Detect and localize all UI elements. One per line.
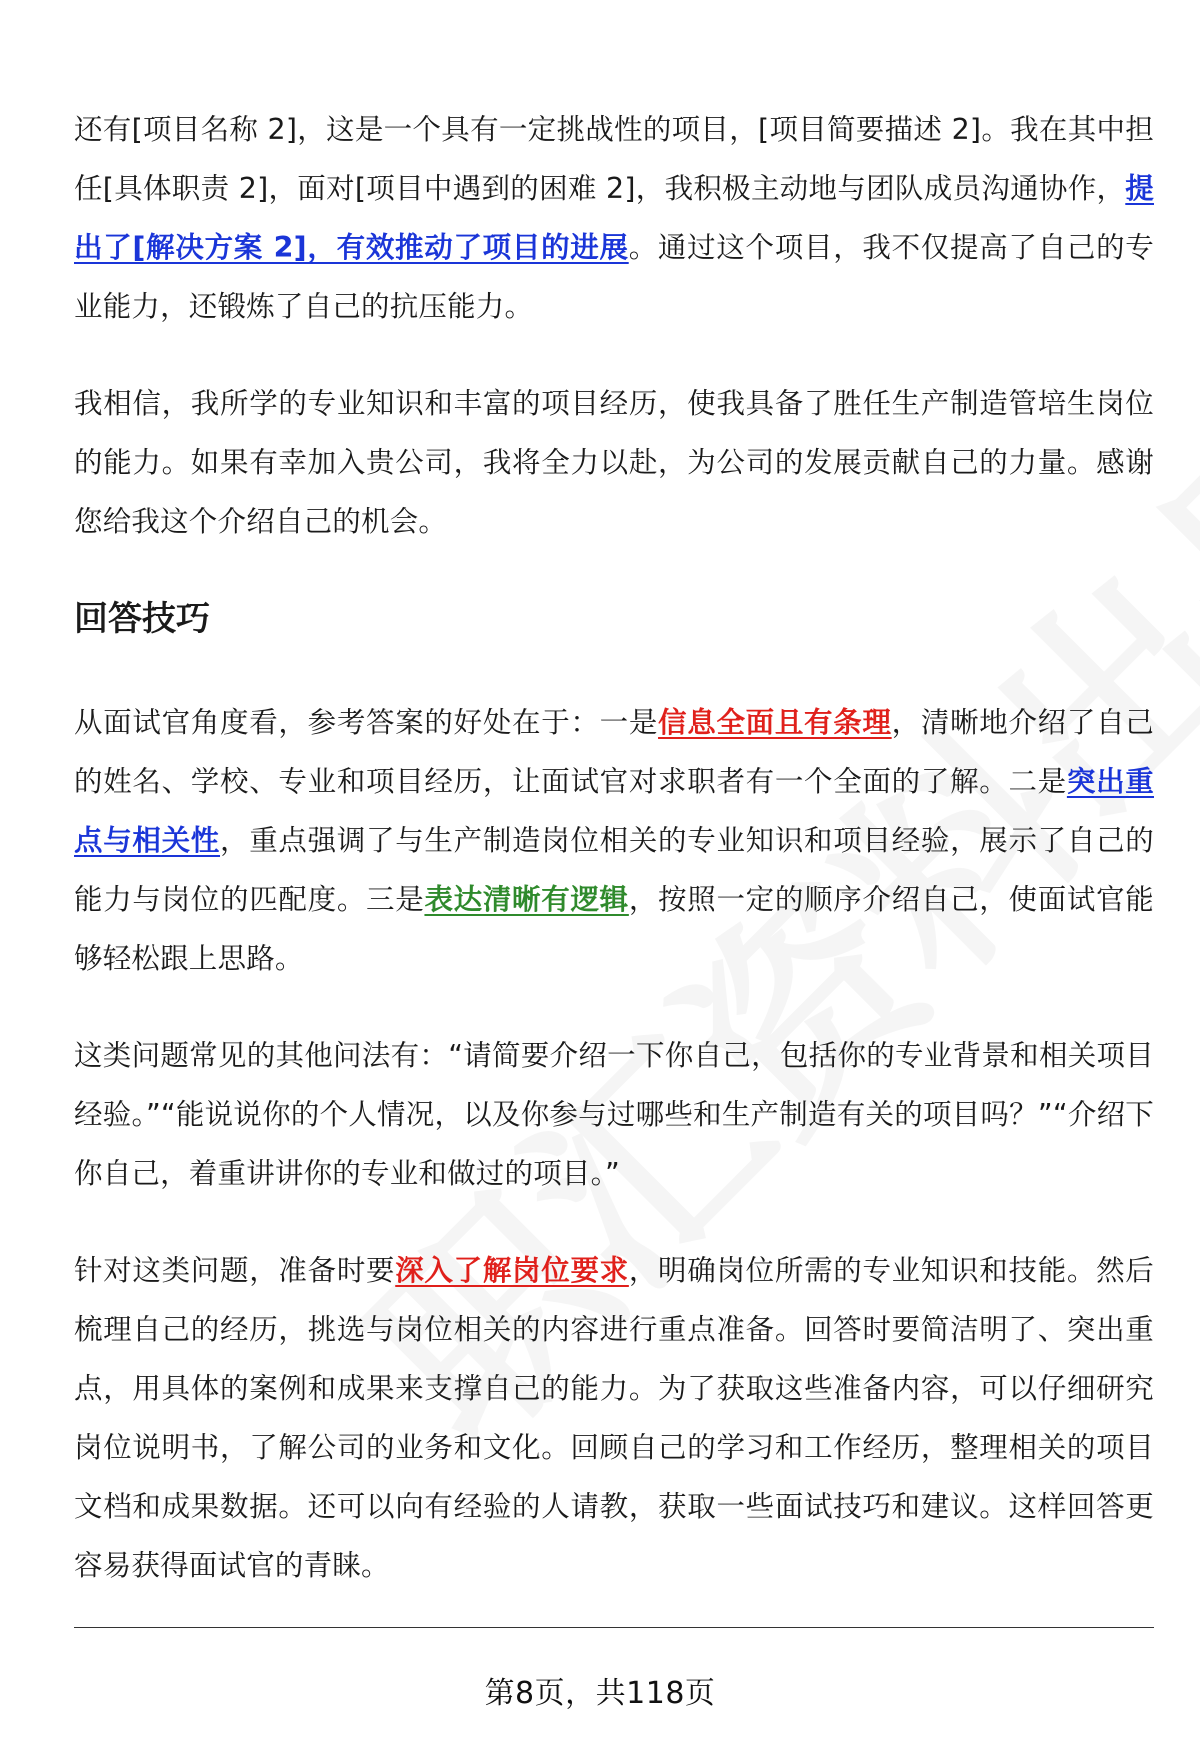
section-heading: 回答技巧 (74, 599, 210, 639)
text-segment: 这类问题常见的其他问法有：“请简要介绍一下你自己，包括你的专业背景和相关项目经验。”“能说说你的个人情况，以及你参与过哪些和生产制造有关的项目吗？”“介绍下你自己，着重讲讲你的专业和做过的项目。” (74, 1039, 1154, 1190)
paragraph-alternative-questions (74, 1026, 1154, 1203)
paragraph-project-2 (74, 100, 1154, 336)
text-segment: ，明确岗位所需的专业知识和技能。然后梳理自己的经历，挑选与岗位相关的内容进行重点准备。回答时要简洁明了、突出重点，用具体的案例和成果来支撑自己的能力。为了获取这些准备内容，可以仔细研究岗位说明书，了解公司的业务和文化。回顾自己的学习和工作经历，整理相关的项目文档和成果数据。还可以向有经验的人请教，获取一些面试技巧和建议。这样回答更容易获得面试官的青睐。 (74, 1254, 1154, 1582)
highlight-blue: 提出了[解决方案 2]，有效推动了项目的进展 (74, 172, 1154, 264)
highlight-red: 深入了解岗位要求 (395, 1254, 629, 1287)
text-segment: ，按照一定的顺序介绍自己，使面试官能够轻松跟上思路。 (74, 883, 1154, 975)
document-body (74, 100, 1154, 1633)
text-segment: ，清晰地介绍了自己的姓名、学校、专业和项目经历，让面试官对求职者有一个全面的了解。二是 (74, 706, 1154, 798)
text-segment: 从面试官角度看，参考答案的好处在于：一是 (74, 706, 659, 739)
text-segment: 我相信，我所学的专业知识和丰富的项目经历，使我具备了胜任生产制造管培生岗位的能力。如果有幸加入贵公司，我将全力以赴，为公司的发展贡献自己的力量。感谢您给我这个介绍自己的机会。 (74, 387, 1154, 538)
text-segment: 。通过这个项目，我不仅提高了自己的专业能力，还锻炼了自己的抗压能力。 (74, 231, 1154, 323)
page-number: 第8页，共118页 (484, 1676, 716, 1711)
highlight-red: 信息全面且有条理 (658, 706, 892, 739)
footer-divider (74, 1627, 1154, 1628)
paragraph-closing (74, 374, 1154, 551)
paragraphs-bottom (74, 693, 1154, 1595)
text-segment: 还有[项目名称 2]，这是一个具有一定挑战性的项目，[项目简要描述 2]。我在其中担任[具体职责 2]，面对[项目中遇到的困难 2]，我积极主动地与团队成员沟通协作， (74, 113, 1154, 205)
paragraphs-top (74, 100, 1154, 551)
text-segment: 针对这类问题，准备时要 (74, 1254, 396, 1287)
paragraph-preparation-tips (74, 1241, 1154, 1595)
highlight-green: 表达清晰有逻辑 (424, 883, 629, 916)
highlight-blue: 突出重点与相关性 (74, 765, 1154, 857)
paragraph-interviewer-view (74, 693, 1154, 988)
text-segment: ，重点强调了与生产制造岗位相关的专业知识和项目经验，展示了自己的能力与岗位的匹配度。三是 (74, 824, 1154, 916)
